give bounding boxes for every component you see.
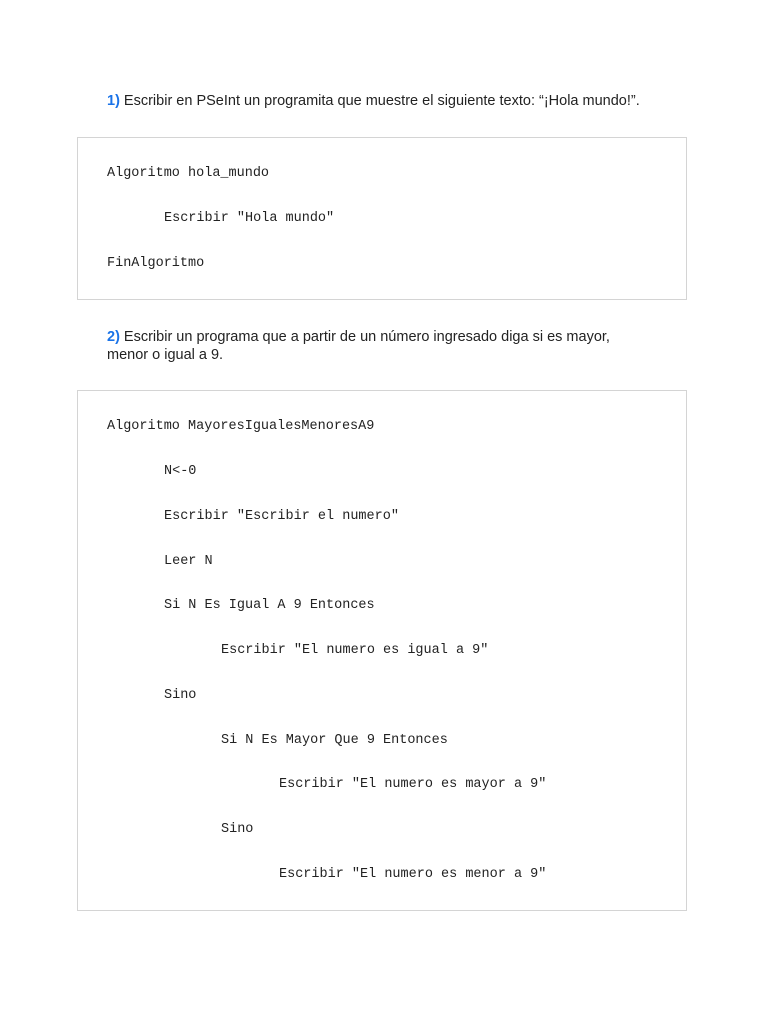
code-line: Escribir "Hola mundo" bbox=[164, 211, 335, 226]
code-line: N<-0 bbox=[164, 464, 197, 479]
exercise-2-code-block bbox=[77, 390, 687, 911]
code-line: Algoritmo MayoresIgualesMenoresA9 bbox=[107, 419, 375, 434]
code-line: Si N Es Mayor Que 9 Entonces bbox=[221, 733, 448, 748]
code-line: Sino bbox=[164, 688, 197, 703]
exercise-1-question bbox=[107, 92, 667, 110]
exercise-1-text: Escribir en PSeInt un programita que muestre el siguiente texto: “¡Hola mundo!”. bbox=[119, 93, 640, 109]
code-line: Si N Es Igual A 9 Entonces bbox=[164, 598, 375, 613]
code-line: Sino bbox=[221, 822, 254, 837]
exercise-1-code-block bbox=[77, 137, 687, 300]
code-line: Leer N bbox=[164, 554, 213, 569]
code-line: Escribir "Escribir el numero" bbox=[164, 509, 399, 524]
code-line: Escribir "El numero es igual a 9" bbox=[221, 643, 489, 658]
code-line: Algoritmo hola_mundo bbox=[107, 166, 270, 181]
exercise-2-number: 2) bbox=[107, 329, 120, 345]
exercise-2-text: Escribir un programa que a partir de un número ingresado diga si es mayor, menor o igual a 9. bbox=[107, 329, 610, 363]
code-line: Escribir "El numero es mayor a 9" bbox=[279, 777, 547, 792]
code-line: Escribir "El numero es menor a 9" bbox=[279, 867, 547, 882]
exercise-1-number: 1) bbox=[107, 93, 120, 109]
exercise-2-question bbox=[107, 328, 652, 364]
code-line: FinAlgoritmo bbox=[107, 256, 205, 271]
